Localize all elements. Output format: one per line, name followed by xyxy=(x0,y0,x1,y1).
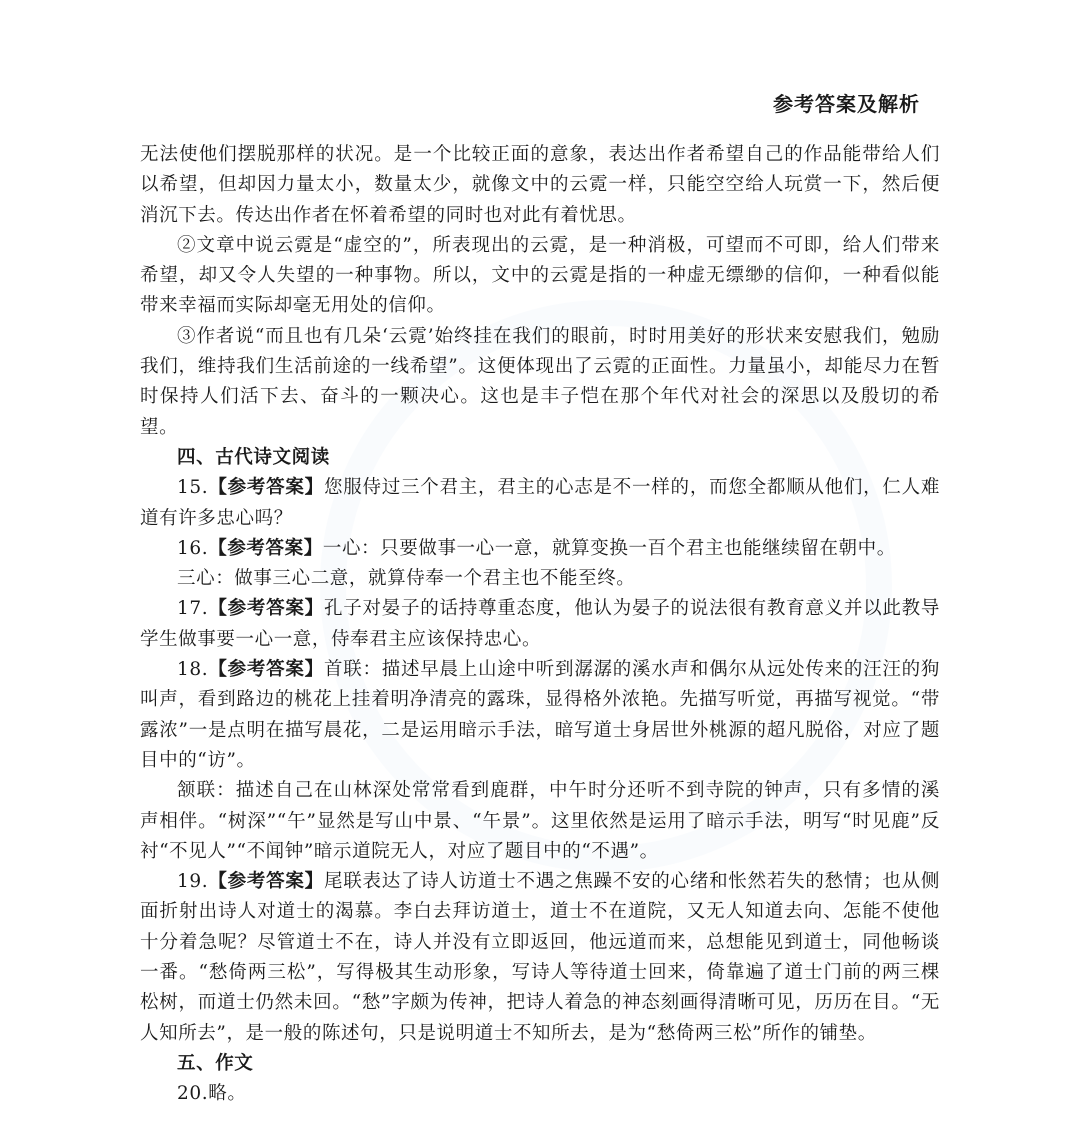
answer-16-extra: 三心：做事三心二意，就算侍奉一个君主也不能至终。 xyxy=(177,568,636,590)
answer-text: 首联：描述早晨上山途中听到潺潺的溪水声和偶尔从远处传来的汪汪的狗叫声，看到路边的桃花上挂着明净清亮的露珠，显得格外浓艳。先描写听觉，再描写视觉。“带露浓”一是点明在描写晨花，二是运用暗示手法，暗写道士身居世外桃源的超凡脱俗，对应了题目中的“访”。 xyxy=(140,659,940,771)
answer-text: 孔子对晏子的话持尊重态度，他认为晏子的说法很有教育意义并以此教导学生做事要一心一意，侍奉君主应该保持忠心。 xyxy=(140,598,940,650)
answer-17 xyxy=(140,594,940,655)
paragraph-point-3: ③作者说“而且也有几朵‘云霓’始终挂在我们的眼前，时时用美好的形状来安慰我们，勉励我们，维持我们生活前途的一线希望”。这便体现出了云霓的正面性。力量虽小，却能尽力在暂时保持人们活下去、奋斗的一颗决心。这也是丰子恺在那个年代对社会的深思以及殷切的希望。 xyxy=(140,325,940,438)
answer-18 xyxy=(140,655,940,776)
answer-20: 20.略。 xyxy=(177,1083,247,1105)
paragraph-point-2: ②文章中说云霓是“虚空的”，所表现出的云霓，是一种消极，可望而不可即，给人们带来希望，却又令人失望的一种事物。所以，文中的云霓是指的一种虚无缥缈的信仰，一种看似能带来幸福而实际却毫无用处的信仰。 xyxy=(140,234,940,317)
question-number: 16. xyxy=(177,537,209,559)
answer-tag: 【参考答案】 xyxy=(208,477,324,499)
page-header-title: 参考答案及解析 xyxy=(773,92,920,116)
answer-tag: 【参考答案】 xyxy=(208,871,324,893)
answer-text: 一心：只要做事一心一意，就算变换一百个君主也能继续留在朝中。 xyxy=(322,537,896,559)
answer-16 xyxy=(140,534,940,564)
answer-tag: 【参考答案】 xyxy=(208,659,324,681)
answer-tag: 【参考答案】 xyxy=(208,537,323,559)
document-body xyxy=(140,140,940,1110)
section-heading-ancient-poetry: 四、古代诗文阅读 xyxy=(177,446,330,468)
answer-text: 您服侍过三个君主，君主的心志是不一样的，而您全都顺从他们，仁人难道有许多忠心吗？ xyxy=(140,477,940,529)
section-heading-composition: 五、作文 xyxy=(177,1052,254,1074)
answer-15 xyxy=(140,473,940,534)
question-number: 18. xyxy=(177,659,209,681)
answer-tag: 【参考答案】 xyxy=(208,598,324,620)
answer-19 xyxy=(140,867,940,1049)
answer-18-extra: 颔联：描述自己在山林深处常常看到鹿群，中午时分还听不到寺院的钟声，只有多情的溪声相伴。“树深”“午”显然是写山中景、“午景”。这里依然是运用了暗示手法，明写“时见鹿”反衬“不见人”“不闻钟”暗示道院无人，对应了题目中的“不遇”。 xyxy=(140,780,940,862)
question-number: 15. xyxy=(177,477,209,499)
paragraph-continuation: 无法使他们摆脱那样的状况。是一个比较正面的意象，表达出作者希望自己的作品能带给人们以希望，但却因力量太小，数量太少，就像文中的云霓一样，只能空空给人玩赏一下，然后便消沉下去。传达出作者在怀着希望的同时也对此有着忧思。 xyxy=(140,144,940,226)
question-number: 19. xyxy=(177,871,209,893)
question-number: 17. xyxy=(177,598,209,620)
answer-text: 尾联表达了诗人访道士不遇之焦躁不安的心绪和怅然若失的愁情；也从侧面折射出诗人对道士的渴慕。李白去拜访道士，道士不在道院，又无人知道去向、怎能不使他十分着急呢？尽管道士不在，诗人并没有立即返回，他远道而来，总想能见到道士，同他畅谈一番。“愁倚两三松”，写得极其生动形象，写诗人等待道士回来，倚靠遍了道士门前的两三棵松树，而道士仍然未回。“愁”字颇为传神，把诗人着急的神态刻画得清晰可见，历历在目。“无人知所去”，是一般的陈述句，只是说明道士不知所去，是为“愁倚两三松”所作的铺垫。 xyxy=(140,871,940,1044)
